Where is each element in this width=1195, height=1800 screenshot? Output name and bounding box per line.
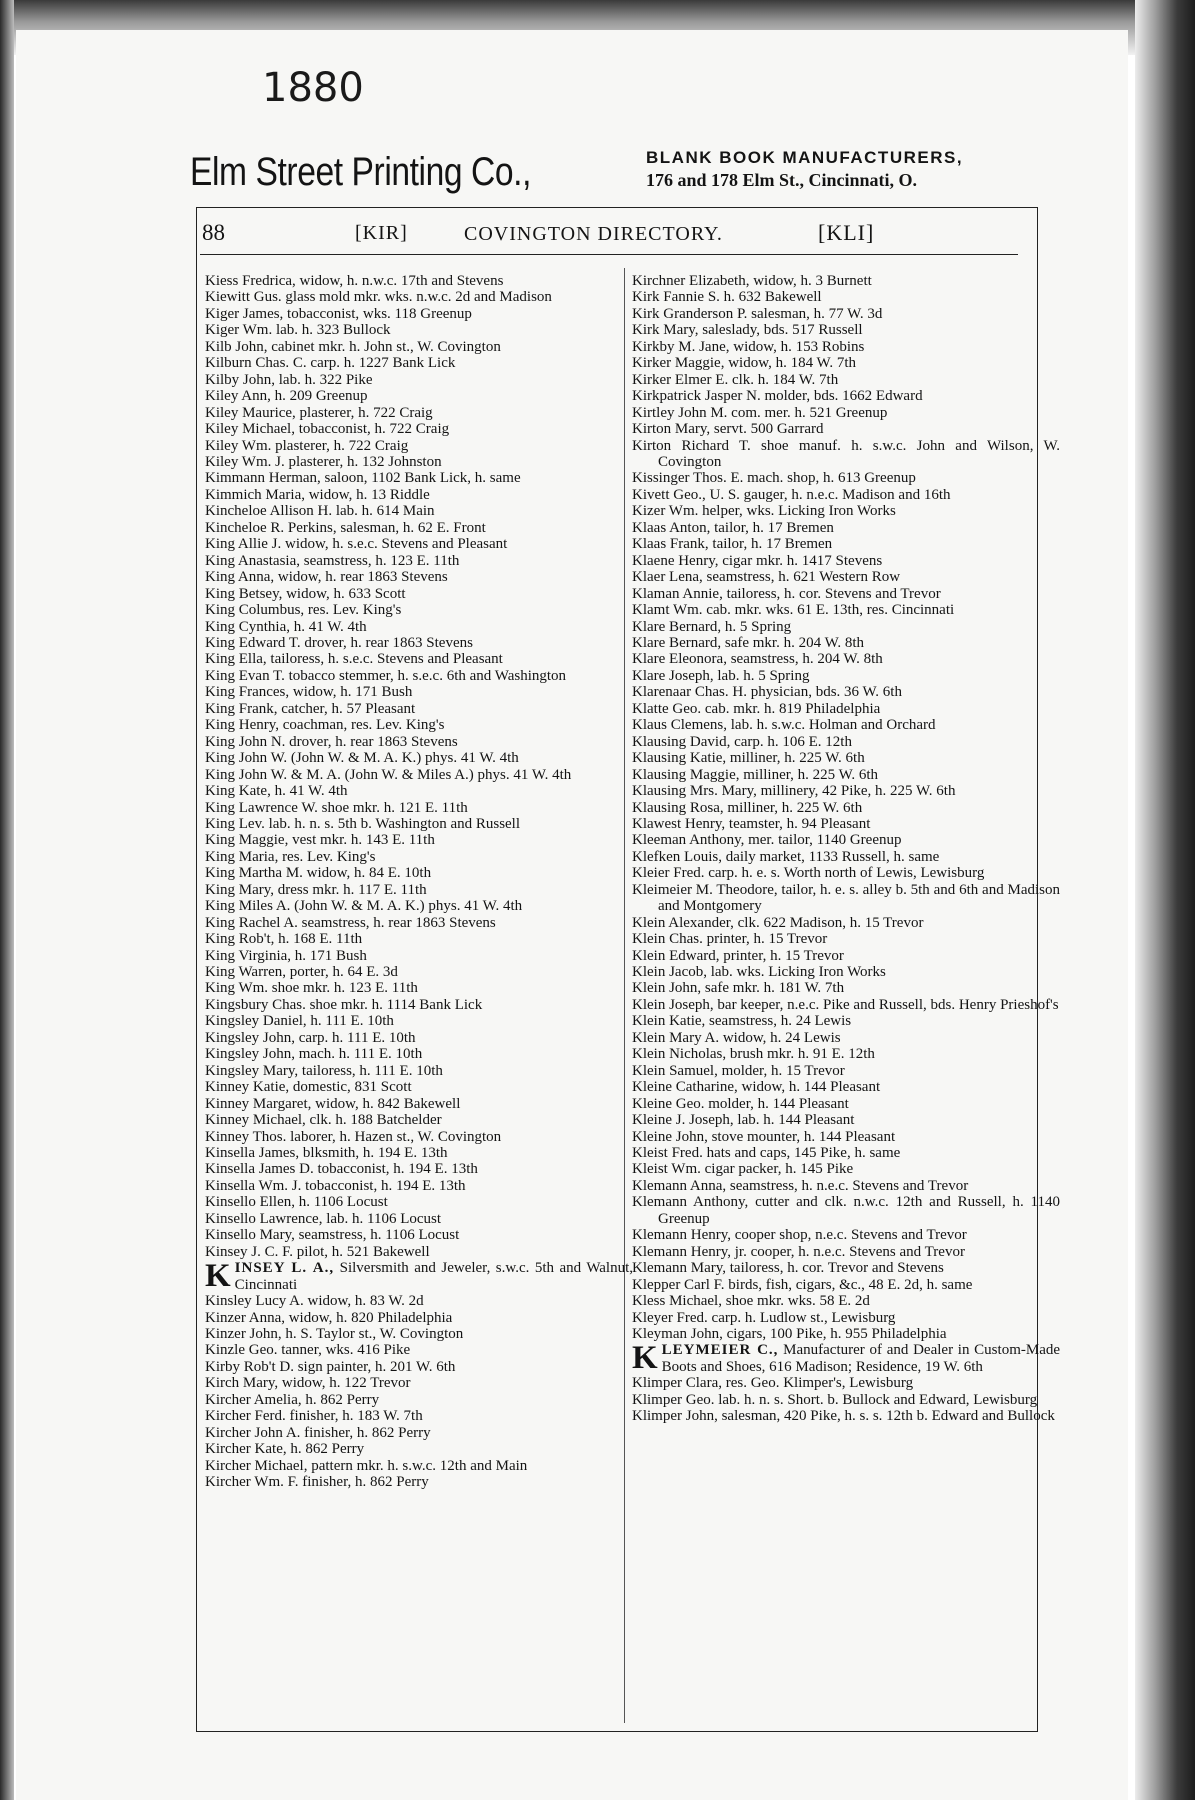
directory-entry: Kingsley Daniel, h. 111 E. 10th [205, 1013, 394, 1030]
directory-entry: Klein John, safe mkr. h. 181 W. 7th [632, 980, 845, 997]
directory-entry: Kirch Mary, widow, h. 122 Trevor [205, 1375, 411, 1392]
directory-entry: Kinzer John, h. S. Taylor st., W. Covington [205, 1326, 464, 1342]
directory-entry: Kircher Wm. F. finisher, h. 862 Perry [205, 1474, 429, 1491]
advert-initial: K [632, 1340, 658, 1377]
directory-entry: Klemann Mary, tailoress, h. cor. Trevor and Stevens [632, 1260, 944, 1277]
directory-entry: Klare Bernard, h. 5 Spring [632, 618, 792, 635]
directory-entry: King Maria, res. Lev. King's [205, 848, 376, 865]
directory-entry: King Columbus, res. Lev. King's [205, 602, 402, 619]
advert-text: Silversmith and Jeweler, s.w.c. 5th and Walnut, Cincinnati [234, 1260, 634, 1293]
right-entry-list-tail [632, 1375, 1060, 1424]
directory-entry: King John W. & M. A. (John W. & Miles A.) phys. 41 W. 4th [205, 766, 572, 783]
directory-entry: Klamt Wm. cab. mkr. wks. 61 E. 13th, res. Cincinnati [632, 602, 955, 619]
directory-entry: Klausing Rosa, milliner, h. 225 W. 6th [632, 799, 863, 816]
directory-entry: Kiewitt Gus. glass mold mkr. wks. n.w.c. 2d and Madison [205, 289, 552, 306]
directory-entry: Kinsley Lucy A. widow, h. 83 W. 2d [205, 1293, 424, 1310]
kinsey-advert [205, 1260, 633, 1293]
directory-entry: Klausing David, carp. h. 106 E. 12th [632, 733, 852, 750]
directory-entry: Kleine Catharine, widow, h. 144 Pleasant [632, 1079, 881, 1096]
left-column [205, 273, 633, 1491]
directory-entry: Klemann Anna, seamstress, h. n.e.c. Stevens and Trevor [632, 1177, 969, 1194]
directory-entry: Kilby John, lab. h. 322 Pike [205, 371, 373, 388]
directory-entry: Kinney Margaret, widow, h. 842 Bakewell [205, 1095, 461, 1112]
directory-entry: Klare Bernard, safe mkr. h. 204 W. 8th [632, 634, 865, 651]
directory-entry: King Ella, tailoress, h. s.e.c. Stevens and Pleasant [205, 651, 503, 668]
directory-entry: Klaer Lena, seamstress, h. 621 Western Row [632, 569, 901, 586]
directory-entry: Kizer Wm. helper, wks. Licking Iron Works [632, 503, 896, 520]
directory-entry: Kimmann Herman, saloon, 1102 Bank Lick, h. same [205, 470, 521, 487]
directory-entry: Kilburn Chas. C. carp. h. 1227 Bank Lick [205, 355, 456, 372]
directory-entry: Kiger James, tobacconist, wks. 118 Greenup [205, 305, 472, 322]
directory-entry: Klaus Clemens, lab. h. s.w.c. Holman and Orchard [632, 717, 936, 734]
directory-entry: Klemann Anthony, cutter and clk. n.w.c. 12th and Russell, h. 1140 Greenup [632, 1194, 1060, 1227]
directory-entry: King Henry, coachman, res. Lev. King's [205, 717, 445, 734]
directory-entry: Kilb John, cabinet mkr. h. John st., W. Covington [205, 338, 501, 355]
directory-entry: Kirker Maggie, widow, h. 184 W. 7th [632, 355, 857, 372]
directory-entry: Klaene Henry, cigar mkr. h. 1417 Stevens [632, 552, 883, 569]
directory-entry: King Mary, dress mkr. h. 117 E. 11th [205, 881, 427, 898]
directory-entry: Kiley Ann, h. 209 Greenup [205, 388, 368, 405]
advert-head: INSEY L. A., [234, 1260, 335, 1277]
directory-entry: Kinzer Anna, widow, h. 820 Philadelphia [205, 1309, 453, 1326]
directory-entry: Kinsella Wm. J. tobacconist, h. 194 E. 13th [205, 1177, 466, 1194]
directory-entry: Kincheloe R. Perkins, salesman, h. 62 E. Front [205, 519, 486, 536]
directory-entry: Kiley Michael, tobacconist, h. 722 Craig [205, 421, 450, 438]
directory-entry: Kircher Ferd. finisher, h. 183 W. 7th [205, 1408, 423, 1425]
directory-entry: Klaas Anton, tailor, h. 17 Bremen [632, 519, 834, 536]
directory-entry: King Lawrence W. shoe mkr. h. 121 E. 11th [205, 799, 468, 816]
directory-entry: Kless Michael, shoe mkr. wks. 58 E. 2d [632, 1293, 870, 1310]
advert-head: LEYMEIER C., [661, 1342, 779, 1359]
directory-entry: King Frank, catcher, h. 57 Pleasant [205, 700, 416, 717]
directory-entry: Klausing Maggie, milliner, h. 225 W. 6th [632, 766, 879, 783]
directory-entry: King Anna, widow, h. rear 1863 Stevens [205, 569, 448, 586]
directory-entry: Klein Edward, printer, h. 15 Trevor [632, 947, 844, 964]
directory-entry: Klimper Geo. lab. h. n. s. Short. b. Bullock and Edward, Lewisburg [632, 1391, 1038, 1408]
directory-entry: Kingsbury Chas. shoe mkr. h. 1114 Bank Lick [205, 996, 483, 1013]
directory-entry: Kirk Granderson P. salesman, h. 77 W. 3d [632, 305, 883, 322]
directory-entry: King Virginia, h. 171 Bush [205, 947, 367, 964]
kleymeier-advert [632, 1342, 1060, 1375]
directory-entry: King Maggie, vest mkr. h. 143 E. 11th [205, 832, 435, 849]
directory-entry: Kirker Elmer E. clk. h. 184 W. 7th [632, 371, 839, 388]
directory-entry: Kiley Maurice, plasterer, h. 722 Craig [205, 404, 433, 421]
directory-entry: Kirk Mary, saleslady, bds. 517 Russell [632, 322, 863, 339]
advert-initial: K [205, 1258, 231, 1295]
directory-entry: Kinney Katie, domestic, 831 Scott [205, 1079, 412, 1096]
directory-entry: Kinney Thos. laborer, h. Hazen st., W. Covington [205, 1128, 502, 1145]
directory-entry: Kincheloe Allison H. lab. h. 614 Main [205, 503, 435, 520]
directory-entry: King Cynthia, h. 41 W. 4th [205, 618, 367, 635]
directory-entry: Kleist Wm. cigar packer, h. 145 Pike [632, 1161, 854, 1178]
directory-entry: Klemann Henry, jr. cooper, h. n.e.c. Stevens and Trevor [632, 1243, 965, 1260]
directory-entry: Kircher John A. finisher, h. 862 Perry [205, 1424, 431, 1441]
directory-entry: Kirchner Elizabeth, widow, h. 3 Burnett [632, 273, 872, 289]
directory-entry: King Evan T. tobacco stemmer, h. s.e.c. 6th and Washington [205, 667, 567, 684]
directory-entry: Kirkby M. Jane, widow, h. 153 Robins [632, 338, 865, 355]
directory-entry: Kinsello Lawrence, lab. h. 1106 Locust [205, 1210, 442, 1227]
directory-entry: Klein Chas. printer, h. 15 Trevor [632, 931, 828, 948]
directory-entry: Kircher Kate, h. 862 Perry [205, 1441, 365, 1458]
directory-entry: Kingsley John, mach. h. 111 E. 10th [205, 1046, 423, 1063]
directory-entry: Klein Mary A. widow, h. 24 Lewis [632, 1029, 841, 1046]
directory-entry: Kirton Richard T. shoe manuf. h. s.w.c. John and Wilson, W. Covington [632, 437, 1060, 470]
directory-entry: Kleine J. Joseph, lab. h. 144 Pleasant [632, 1112, 855, 1129]
directory-entry: Klein Nicholas, brush mkr. h. 91 E. 12th [632, 1046, 875, 1063]
directory-entry: King Wm. shoe mkr. h. 123 E. 11th [205, 980, 418, 997]
directory-entry: Klausing Katie, milliner, h. 225 W. 6th [632, 750, 865, 767]
directory-entry: Kiley Wm. J. plasterer, h. 132 Johnston [205, 453, 442, 470]
scan-border-left [0, 0, 14, 1800]
directory-entry: Klein Katie, seamstress, h. 24 Lewis [632, 1013, 852, 1030]
directory-entry: King Betsey, widow, h. 633 Scott [205, 585, 406, 602]
advert-text: Manufacturer of and Dealer in Custom-Made Boots and Shoes, 616 Madison; Residence, 19 W. 6th [661, 1342, 1061, 1375]
advert-tagline: BLANK BOOK MANUFACTURERS, [646, 148, 964, 167]
right-entry-list [632, 273, 1060, 1342]
directory-entry: Kinney Michael, clk. h. 188 Batchelder [205, 1112, 442, 1129]
directory-entry: Kirk Fannie S. h. 632 Bakewell [632, 289, 822, 306]
directory-entry: Kirtley John M. com. mer. h. 521 Greenup [632, 404, 888, 421]
directory-entry: Kirkpatrick Jasper N. molder, bds. 1662 Edward [632, 388, 923, 405]
directory-entry: Klimper Clara, res. Geo. Klimper's, Lewisburg [632, 1375, 914, 1392]
directory-entry: King Martha M. widow, h. 84 E. 10th [205, 865, 432, 882]
directory-entry: Klarenaar Chas. H. physician, bds. 36 W. 6th [632, 684, 902, 701]
directory-entry: Kiger Wm. lab. h. 323 Bullock [205, 322, 391, 339]
directory-entry: King John N. drover, h. rear 1863 Stevens [205, 733, 458, 750]
directory-entry: Kleist Fred. hats and caps, 145 Pike, h. same [632, 1145, 901, 1162]
directory-entry: Kinsey J. C. F. pilot, h. 521 Bakewell [205, 1243, 430, 1260]
directory-entry: Klimper John, salesman, 420 Pike, h. s. s. 12th b. Edward and Bullock [632, 1408, 1055, 1425]
directory-entry: Kivett Geo., U. S. gauger, h. n.e.c. Madison and 16th [632, 486, 951, 503]
left-guide-word: [KIR] [355, 222, 408, 244]
directory-entry: Klefken Louis, daily market, 1133 Russell, h. same [632, 848, 940, 865]
directory-entry: Kissinger Thos. E. mach. shop, h. 613 Greenup [632, 470, 916, 487]
directory-entry: King Warren, porter, h. 64 E. 3d [205, 964, 398, 981]
directory-entry: Klausing Mrs. Mary, millinery, 42 Pike, h. 225 W. 6th [632, 783, 956, 800]
directory-entry: Kleeman Anthony, mer. tailor, 1140 Greenup [632, 832, 902, 849]
directory-entry: Kirby Rob't D. sign painter, h. 201 W. 6th [205, 1358, 456, 1375]
left-entry-list-tail [205, 1293, 633, 1490]
directory-entry: Kinsello Ellen, h. 1106 Locust [205, 1194, 388, 1211]
directory-entry: King Miles A. (John W. & M. A. K.) phys. 41 W. 4th [205, 898, 523, 915]
page-title: COVINGTON DIRECTORY. [464, 223, 723, 245]
directory-entry: Klein Alexander, clk. 622 Madison, h. 15 Trevor [632, 914, 924, 931]
directory-entry: Kircher Amelia, h. 862 Perry [205, 1391, 380, 1408]
directory-entry: Kiess Fredrica, widow, h. n.w.c. 17th and Stevens [205, 273, 504, 289]
directory-entry: Klawest Henry, teamster, h. 94 Pleasant [632, 815, 871, 832]
directory-entry: King Edward T. drover, h. rear 1863 Stevens [205, 634, 473, 651]
directory-entry: King Rachel A. seamstress, h. rear 1863 Stevens [205, 914, 496, 931]
directory-entry: King John W. (John W. & M. A. K.) phys. 41 W. 4th [205, 750, 519, 767]
directory-entry: Kinsella James D. tobacconist, h. 194 E. 13th [205, 1161, 478, 1178]
left-entry-list [205, 273, 633, 1260]
directory-entry: King Rob't, h. 168 E. 11th [205, 931, 363, 948]
advert-address: 176 and 178 Elm St., Cincinnati, O. [646, 170, 918, 190]
directory-entry: Kircher Michael, pattern mkr. h. s.w.c. 12th and Main [205, 1457, 528, 1474]
directory-entry: Klatte Geo. cab. mkr. h. 819 Philadelphia [632, 700, 881, 717]
directory-entry: Kleyer Fred. carp. h. Ludlow st., Lewisburg [632, 1309, 896, 1326]
directory-entry: Klare Eleonora, seamstress, h. 204 W. 8th [632, 651, 883, 668]
directory-entry: Kinsella James, blksmith, h. 194 E. 13th [205, 1145, 448, 1162]
directory-entry: Klein Joseph, bar keeper, n.e.c. Pike and Russell, bds. Henry Prieshof's [632, 996, 1059, 1013]
directory-entry: Kleyman John, cigars, 100 Pike, h. 955 Philadelphia [632, 1326, 947, 1342]
directory-entry: Kinsello Mary, seamstress, h. 1106 Locust [205, 1227, 460, 1244]
directory-entry: King Frances, widow, h. 171 Bush [205, 684, 413, 701]
right-column [632, 273, 1060, 1425]
scan-border-right [1135, 0, 1195, 1800]
directory-entry: Klein Jacob, lab. wks. Licking Iron Works [632, 964, 886, 981]
directory-entry: Kinzle Geo. tanner, wks. 416 Pike [205, 1342, 411, 1359]
page-number: 88 [202, 220, 225, 245]
directory-entry: Kleine Geo. molder, h. 144 Pleasant [632, 1095, 849, 1112]
directory-entry: Kingsley Mary, tailoress, h. 111 E. 10th [205, 1062, 443, 1079]
directory-entry: Klaman Annie, tailoress, h. cor. Stevens and Trevor [632, 585, 941, 602]
directory-entry: King Allie J. widow, h. s.e.c. Stevens and Pleasant [205, 536, 508, 553]
directory-entry: Klare Joseph, lab. h. 5 Spring [632, 667, 810, 684]
directory-entry: Kleier Fred. carp. h. e. s. Worth north of Lewis, Lewisburg [632, 865, 985, 882]
directory-entry: Klemann Henry, cooper shop, n.e.c. Stevens and Trevor [632, 1227, 967, 1244]
directory-entry: Kleimeier M. Theodore, tailor, h. e. s. alley b. 5th and 6th and Madison and Montgomery [632, 881, 1060, 915]
directory-entry: Klein Samuel, molder, h. 15 Trevor [632, 1062, 845, 1079]
right-guide-word: [KLI] [818, 220, 875, 245]
directory-entry: Klaas Frank, tailor, h. 17 Bremen [632, 536, 833, 553]
directory-entry: King Kate, h. 41 W. 4th [205, 783, 348, 800]
directory-entry: King Anastasia, seamstress, h. 123 E. 11th [205, 552, 460, 569]
advert-company-name: Elm Street Printing Co., [190, 150, 531, 194]
directory-entry: Kirton Mary, servt. 500 Garrard [632, 421, 824, 438]
directory-entry: Klepper Carl F. birds, fish, cigars, &c., 48 E. 2d, h. same [632, 1276, 973, 1293]
directory-entry: King Lev. lab. h. n. s. 5th b. Washington and Russell [205, 815, 521, 832]
directory-entry: Kimmich Maria, widow, h. 13 Riddle [205, 486, 430, 503]
directory-entry: Kleine John, stove mounter, h. 144 Pleasant [632, 1128, 896, 1145]
directory-entry: Kingsley John, carp. h. 111 E. 10th [205, 1029, 416, 1046]
directory-entry: Kiley Wm. plasterer, h. 722 Craig [205, 437, 409, 454]
handwritten-year: 1880 [262, 65, 364, 111]
page-header [200, 220, 1018, 255]
